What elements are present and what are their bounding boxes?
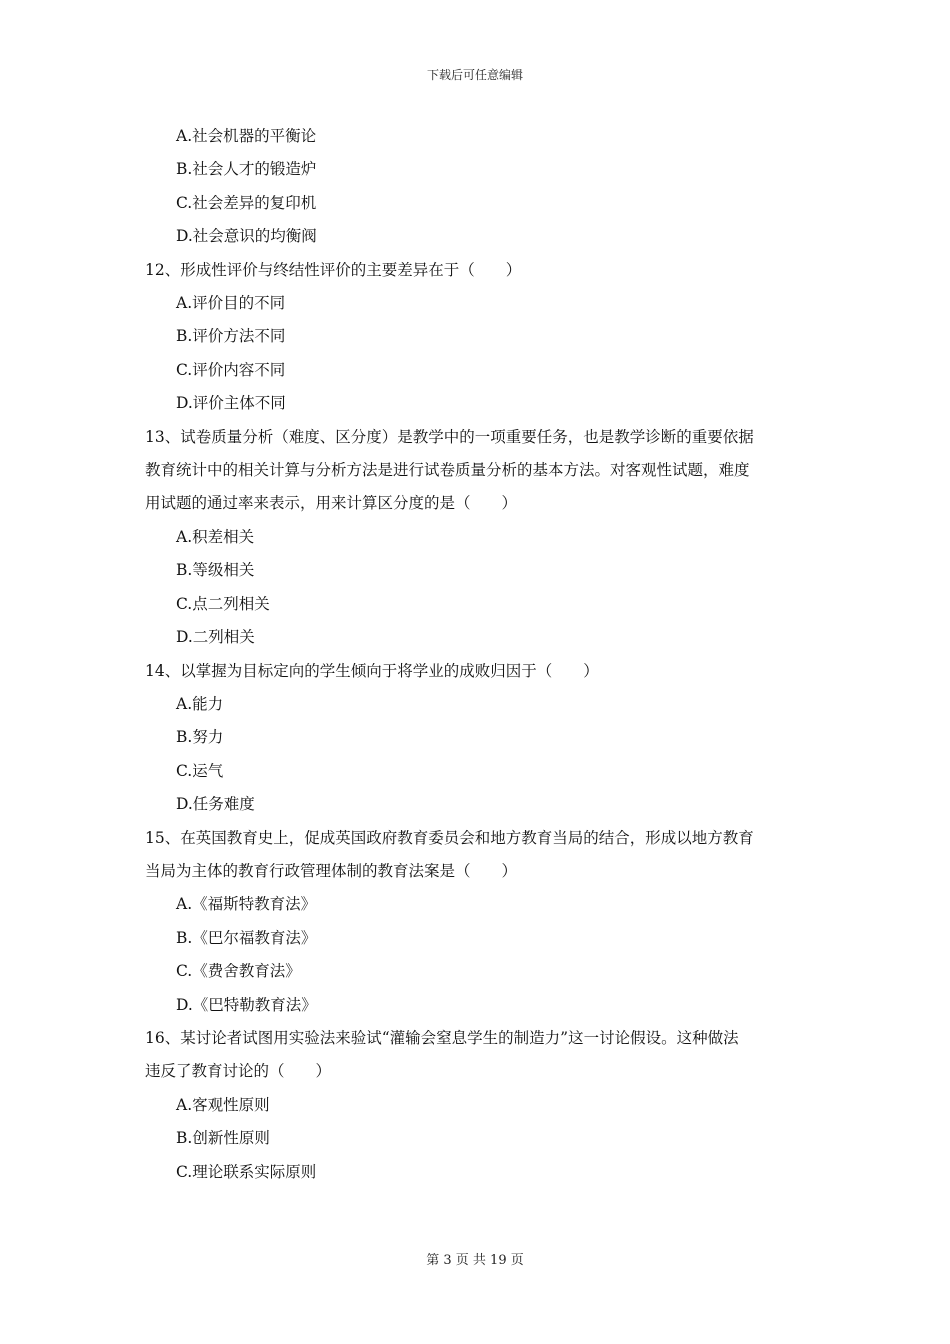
question-line: 15、在英国教育史上，促成英国政府教育委员会和地方教育当局的结合，形成以地方教育: [145, 828, 754, 847]
question-line: 12、形成性评价与终结性评价的主要差异在于（ ）: [145, 260, 522, 279]
question-line: 16、某讨论者试图用实验法来验试“灌输会窒息学生的制造力”这一讨论假设。这种做法: [145, 1028, 739, 1047]
option-line: C.《费舍教育法》: [176, 962, 301, 981]
option-line: A.积差相关: [176, 527, 255, 546]
question-line: 教育统计中的相关计算与分析方法是进行试卷质量分析的基本方法。对客观性试题，难度: [145, 461, 750, 480]
option-line: B.《巴尔福教育法》: [176, 928, 317, 947]
question-line: 13、试卷质量分析（难度、区分度）是教学中的一项重要任务，也是教学诊断的重要依据: [145, 427, 754, 446]
option-line: D.任务难度: [176, 795, 255, 814]
page-content: [145, 120, 810, 1189]
option-line: C.点二列相关: [176, 594, 270, 613]
option-line: D.社会意识的均衡阀: [176, 227, 317, 246]
option-line: C.运气: [176, 761, 224, 780]
option-line: C.评价内容不同: [176, 360, 286, 379]
option-line: B.社会人才的锻造炉: [176, 160, 317, 179]
option-line: B.创新性原则: [176, 1129, 270, 1148]
page-footer: 第 3 页 共 19 页: [426, 1253, 524, 1268]
option-line: A.《福斯特教育法》: [176, 895, 317, 914]
option-line: B.评价方法不同: [176, 327, 286, 346]
option-line: D.二列相关: [176, 628, 255, 647]
option-line: A.评价目的不同: [176, 294, 286, 313]
option-line: D.评价主体不同: [176, 394, 286, 413]
option-line: B.等级相关: [176, 561, 255, 580]
option-line: A.能力: [176, 694, 224, 713]
option-line: D.《巴特勒教育法》: [176, 995, 317, 1014]
question-line: 当局为主体的教育行政管理体制的教育法案是（ ）: [145, 861, 518, 880]
option-line: A.客观性原则: [176, 1095, 270, 1114]
option-line: C.社会差异的复印机: [176, 193, 317, 212]
page-header: 下载后可任意编辑: [426, 68, 523, 82]
option-line: C.理论联系实际原则: [176, 1162, 317, 1181]
option-line: A.社会机器的平衡论: [176, 127, 317, 145]
option-line: B.努力: [176, 728, 224, 747]
question-line: 违反了教育讨论的（ ）: [145, 1062, 332, 1081]
question-line: 用试题的通过率来表示，用来计算区分度的是（ ）: [145, 494, 518, 513]
question-line: 14、以掌握为目标定向的学生倾向于将学业的成败归因于（ ）: [145, 661, 599, 680]
